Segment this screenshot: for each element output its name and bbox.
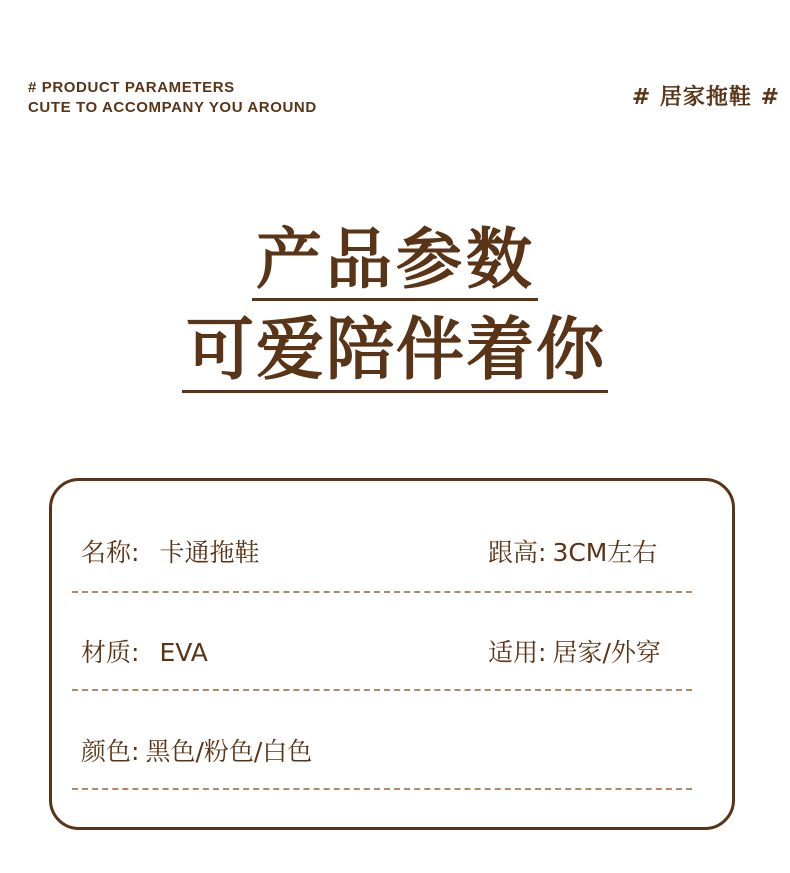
page-title: 产品参数 <box>252 222 538 301</box>
param-color-value: 黑色/粉色/白色 <box>145 737 313 766</box>
param-heel-label: 跟高: <box>488 538 547 567</box>
param-row-1 <box>72 533 692 593</box>
header-tag: # 居家拖鞋 # <box>631 85 780 110</box>
param-heel <box>488 533 657 573</box>
param-material <box>81 633 208 673</box>
header-english <box>28 78 317 118</box>
params-card <box>49 478 735 830</box>
param-name <box>81 533 259 573</box>
param-usage-value: 居家/外穿 <box>552 638 661 667</box>
param-color <box>81 732 312 772</box>
param-material-label: 材质: <box>81 638 140 667</box>
page-subtitle: 可爱陪伴着你 <box>182 312 608 393</box>
param-row-3 <box>72 732 692 790</box>
param-heel-value: 3CM左右 <box>552 538 658 567</box>
param-name-label: 名称: <box>81 538 140 567</box>
param-name-value: 卡通拖鞋 <box>159 538 260 567</box>
param-row-2 <box>72 633 692 691</box>
header-line-1: # PRODUCT PARAMETERS <box>28 79 235 96</box>
param-material-value: EVA <box>159 638 208 667</box>
title-block-2 <box>0 312 790 393</box>
title-block-1 <box>0 222 790 301</box>
param-usage-label: 适用: <box>488 638 547 667</box>
param-color-label: 颜色: <box>81 737 140 766</box>
header-line-2: CUTE TO ACCOMPANY YOU AROUND <box>28 99 317 116</box>
param-usage <box>488 633 661 673</box>
